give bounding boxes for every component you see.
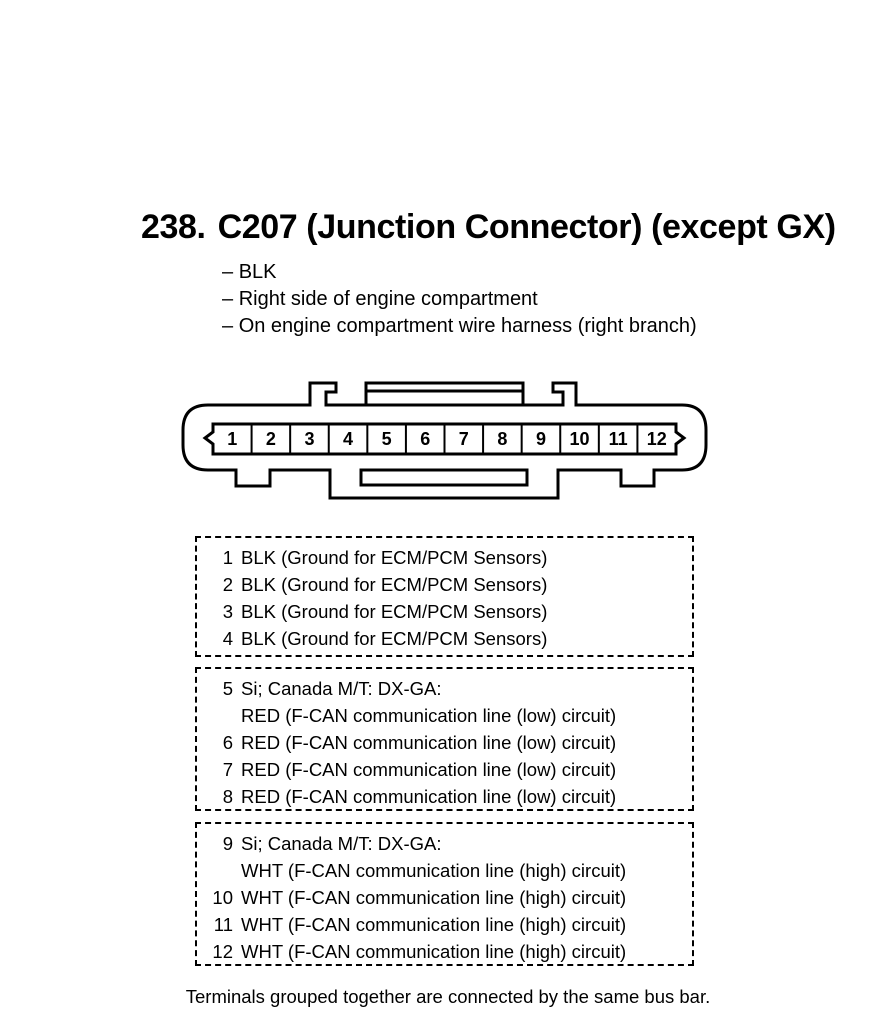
bus-bar-group-2 — [195, 667, 694, 811]
pin-description: BLK (Ground for ECM/PCM Sensors) — [241, 547, 548, 568]
pin-description: BLK (Ground for ECM/PCM Sensors) — [241, 628, 548, 649]
pin-number: 9 — [222, 833, 233, 854]
pin-number: 5 — [222, 678, 233, 699]
terminal-row-continuation — [197, 857, 692, 884]
connector-number: 238. — [141, 208, 206, 246]
pin-number: 11 — [213, 914, 233, 935]
terminal-row — [197, 625, 692, 652]
terminal-row — [197, 938, 692, 965]
terminal-row — [197, 756, 692, 783]
note-location: – Right side of engine compartment — [222, 286, 697, 313]
terminal-number: 3 — [304, 429, 315, 449]
pin-description: RED (F-CAN communication line (low) circuit) — [241, 786, 617, 807]
terminal-row — [197, 830, 692, 857]
bus-bar-group-3 — [195, 822, 694, 966]
connector-bottom-key — [361, 470, 527, 485]
terminal-number: 6 — [420, 429, 431, 449]
terminal-number: 1 — [227, 429, 238, 449]
terminal-row — [197, 729, 692, 756]
terminal-number: 7 — [458, 429, 469, 449]
pin-description: WHT (F-CAN communication line (high) circuit) — [241, 941, 627, 962]
bus-bar-group-1 — [195, 536, 694, 657]
pin-description: BLK (Ground for ECM/PCM Sensors) — [241, 574, 548, 595]
terminal-number: 5 — [381, 429, 392, 449]
pin-number: 10 — [212, 887, 233, 908]
pin-number: 3 — [222, 601, 233, 622]
pin-number: 4 — [222, 628, 233, 649]
pin-description: WHT (F-CAN communication line (high) circuit) — [241, 860, 627, 881]
note-harness: – On engine compartment wire harness (right branch) — [222, 313, 697, 340]
terminal-number: 4 — [343, 429, 354, 449]
terminal-row-continuation — [197, 702, 692, 729]
terminal-row — [197, 544, 692, 571]
terminal-row — [197, 911, 692, 938]
pin-number: 12 — [212, 941, 233, 962]
connector-name: C207 (Junction Connector) (except GX) — [217, 208, 836, 246]
pin-description: RED (F-CAN communication line (low) circuit) — [241, 705, 617, 726]
terminal-row — [197, 884, 692, 911]
pin-description: RED (F-CAN communication line (low) circuit) — [241, 759, 617, 780]
note-color: – BLK — [222, 259, 697, 286]
terminal-number: 2 — [265, 429, 276, 449]
terminal-number: 10 — [569, 429, 590, 449]
pin-number: 7 — [222, 759, 233, 780]
pin-description: WHT (F-CAN communication line (high) circuit) — [241, 914, 627, 935]
terminal-number: 12 — [646, 429, 667, 449]
pin-number: 8 — [222, 786, 233, 807]
terminal-number: 9 — [535, 429, 546, 449]
pin-description: Si; Canada M/T: DX-GA: — [241, 833, 442, 854]
pin-description: Si; Canada M/T: DX-GA: — [241, 678, 442, 699]
pin-description: WHT (F-CAN communication line (high) circuit) — [241, 887, 627, 908]
bus-bar-footnote: Terminals grouped together are connected by the same bus bar. — [185, 986, 711, 1007]
pin-description: RED (F-CAN communication line (low) circuit) — [241, 732, 617, 753]
terminal-row — [197, 598, 692, 625]
pin-number: 2 — [222, 574, 233, 595]
terminal-row — [197, 675, 692, 702]
pin-description: BLK (Ground for ECM/PCM Sensors) — [241, 601, 548, 622]
terminal-boxes — [227, 424, 666, 454]
pin-number: 6 — [222, 732, 233, 753]
terminal-row — [197, 783, 692, 810]
terminal-row — [197, 571, 692, 598]
terminal-number: 8 — [497, 429, 508, 449]
pin-number: 1 — [222, 547, 233, 568]
terminal-number: 11 — [608, 429, 628, 449]
connector-top-latch — [366, 391, 523, 405]
